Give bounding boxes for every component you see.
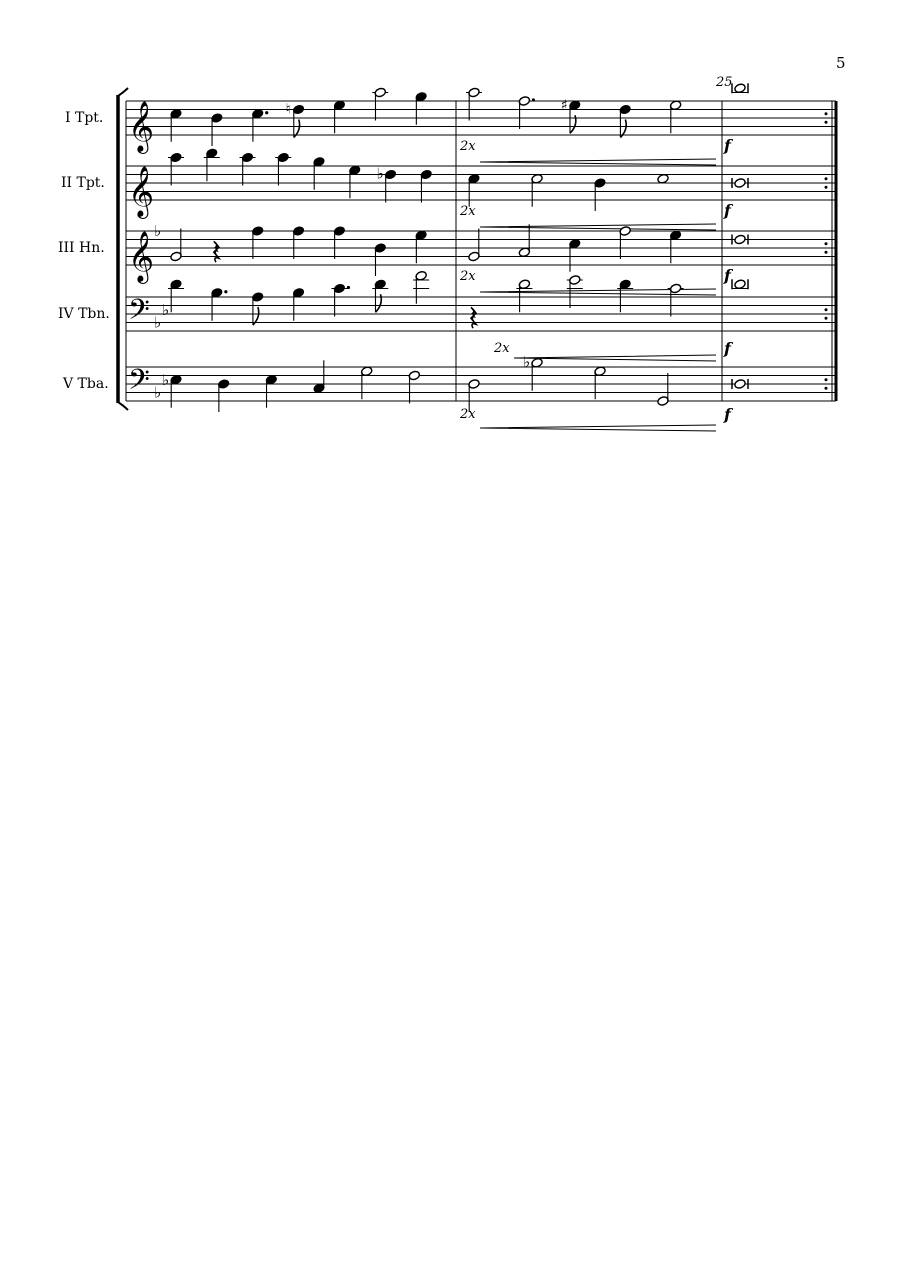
quarter-rest: 𝄽 (470, 303, 477, 329)
key-signature-flat: ♭ (154, 313, 162, 332)
repeat-dot (825, 317, 828, 320)
breve-notehead (734, 234, 746, 245)
augmentation-dot (224, 290, 227, 293)
breve-notehead (734, 279, 746, 290)
dynamic-mark-2: f (724, 201, 731, 220)
sharp-accidental: ♯ (560, 97, 568, 114)
staff-name-3: III Hn. (58, 240, 105, 256)
repeat-dot (825, 121, 828, 124)
breve-notehead (734, 178, 746, 189)
staff-name-4: IV Tbn. (58, 306, 110, 322)
score-page (0, 0, 900, 440)
bracket-bottom (118, 402, 128, 410)
key-signature-flat: ♭ (154, 383, 162, 402)
repeat-dot (825, 177, 828, 180)
breve-notehead (734, 379, 746, 390)
repeat-count-2: 2x (460, 204, 476, 219)
repeat-count-5: 2x (460, 407, 476, 422)
natural-accidental: ♮ (285, 101, 291, 118)
augmentation-dot (347, 286, 350, 289)
repeat-dot (825, 112, 828, 115)
key-signature-flat: ♭ (162, 370, 170, 389)
bass-clef: 𝄢 (128, 293, 150, 334)
breve-notehead (734, 83, 746, 94)
flat-accidental: ♭ (376, 164, 384, 183)
repeat-dot (825, 387, 828, 390)
augmentation-dot (532, 98, 535, 101)
repeat-dot (825, 308, 828, 311)
crescendo-hairpin (514, 355, 716, 361)
repeat-count-1: 2x (460, 139, 476, 154)
bracket-top (118, 88, 128, 96)
dynamic-mark-4: f (724, 339, 731, 358)
staff-name-1: I Tpt. (65, 110, 104, 126)
quarter-rest: 𝄽 (212, 237, 220, 263)
dynamic-mark-3: f (724, 266, 731, 285)
dynamic-mark-5: f (724, 405, 731, 424)
augmentation-dot (265, 111, 268, 114)
page-number: 5 (836, 54, 846, 72)
staff-name-2: II Tpt. (61, 175, 105, 191)
crescendo-hairpin (480, 425, 716, 431)
treble-clef: 𝄞 (128, 231, 155, 282)
treble-clef: 𝄞 (128, 101, 155, 152)
flat-accidental: ♭ (523, 352, 531, 371)
crescendo-hairpin (480, 159, 716, 165)
repeat-dot (825, 242, 828, 245)
key-signature-flat: ♭ (162, 300, 170, 319)
dynamic-mark-1: f (724, 136, 731, 155)
repeat-dot (825, 186, 828, 189)
treble-clef: 𝄞 (128, 166, 155, 217)
bass-clef: 𝄢 (128, 363, 150, 404)
crescendo-hairpin (480, 224, 716, 230)
notehead (657, 173, 669, 184)
staff-name-5: V Tba. (63, 376, 109, 392)
measure-number: 25 (716, 75, 733, 90)
key-signature-flat: ♭ (154, 222, 162, 240)
repeat-count-4: 2x (494, 341, 510, 356)
repeat-count-3: 2x (460, 269, 476, 284)
repeat-dot (825, 378, 828, 381)
repeat-dot (825, 251, 828, 254)
